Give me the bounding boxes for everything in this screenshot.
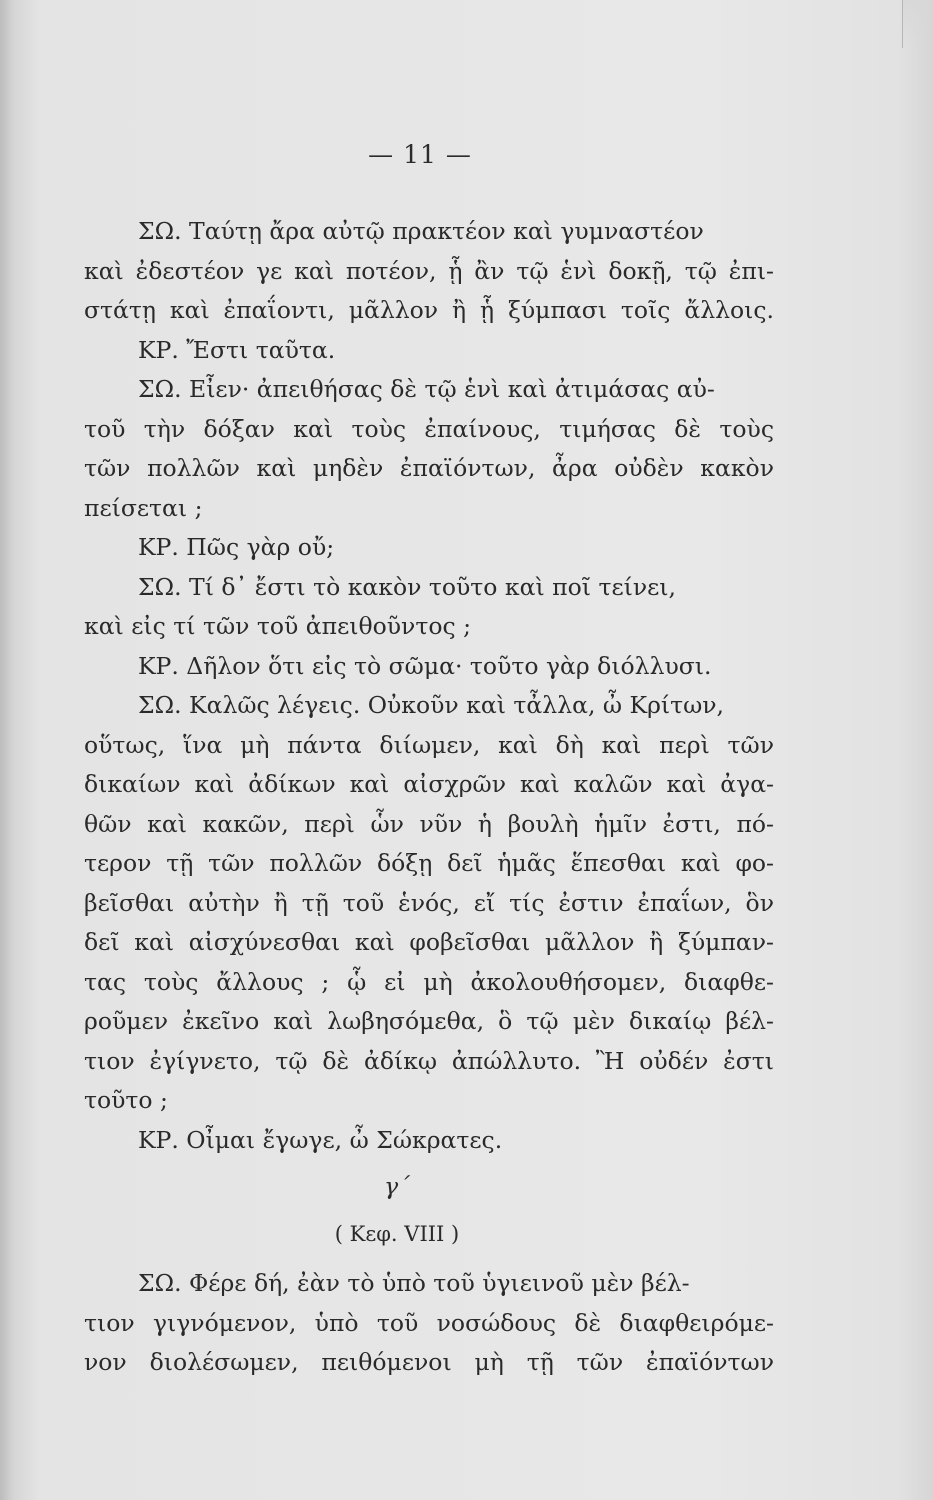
text-line: τιον ἐγίγνετο, τῷ δὲ ἀδίκῳ ἀπώλλυτο. Ἢ οὐδέν ἐστι [84,1046,774,1075]
text-line: ΚΡ. Οἶμαι ἔγωγε, ὦ Σώκρατες. [138,1125,503,1154]
text-line: ΚΡ. Ἔστι ταῦτα. [138,335,336,364]
text-body [84,212,774,1383]
text-line: τερον τῇ τῶν πολλῶν δόξῃ δεῖ ἡμᾶς ἕπεσθαι καὶ φο- [84,849,774,877]
text-line: τοῦ τὴν δόξαν καὶ τοὺς ἐπαίνους, τιμήσας δὲ τοὺς [84,414,774,443]
text-line: ΣΩ. Τί δ᾽ ἔστι τὸ κακὸν τοῦτο καὶ ποῖ τείνει, [138,572,676,601]
text-line: ΚΡ. Πῶς γὰρ οὔ; [138,533,335,561]
text-line: ροῦμεν ἐκεῖνο καὶ λωβησόμεθα, ὃ τῷ μὲν δικαίῳ βέλ- [84,1007,774,1035]
text-line: ΣΩ. Ταύτῃ ἄρα αὐτῷ πρακτέον καὶ γυμναστέον [138,217,704,245]
text-line: τιον γιγνόμενον, ὑπὸ τοῦ νοσώδους δὲ διαφθειρόμε- [84,1308,774,1337]
text-line: δεῖ καὶ αἰσχύνεσθαι καὶ φοβεῖσθαι μᾶλλον ἢ ξύμπαν- [84,928,774,956]
text-line: στάτῃ καὶ ἐπαΐοντι, μᾶλλον ἢ ᾗ ξύμπασι τοῖς ἄλλοις. [84,296,774,324]
text-line: βεῖσθαι αὐτὴν ἢ τῇ τοῦ ἑνός, εἴ τίς ἐστιν ἐπαΐων, ὃν [84,888,774,917]
text-line: θῶν καὶ κακῶν, περὶ ὧν νῦν ἡ βουλὴ ἡμῖν ἐστι, πό- [84,809,774,838]
page-number: — 11 — [368,140,472,169]
text-line: πείσεται ; [84,493,203,522]
page-corner-fold [902,0,927,48]
text-line: οὕτως, ἵνα μὴ πάντα διίωμεν, καὶ δὴ καὶ περὶ τῶν [84,730,774,759]
text-line: τοῦτο ; [84,1086,168,1114]
text-line: καὶ εἰς τί τῶν τοῦ ἀπειθοῦντος ; [84,612,472,640]
text-line: δικαίων καὶ ἀδίκων καὶ αἰσχρῶν καὶ καλῶν καὶ ἀγα- [84,770,774,798]
text-line: ΣΩ. Καλῶς λέγεις. Οὐκοῦν καὶ τἆλλα, ὦ Κρίτων, [138,691,725,719]
text-line: τῶν πολλῶν καὶ μηδὲν ἐπαϊόντων, ἆρα οὐδὲν κακὸν [84,454,774,482]
text-line: τας τοὺς ἄλλους ; ᾧ εἰ μὴ ἀκολουθήσομεν, διαφθε- [84,967,774,996]
chapter-heading: ( Κεφ. VIII ) [334,1222,460,1246]
text-line: ΣΩ. Φέρε δή, ἐὰν τὸ ὑπὸ τοῦ ὑγιεινοῦ μὲν βέλ- [138,1269,690,1297]
text-line: ΚΡ. Δῆλον ὅτι εἰς τὸ σῶμα· τοῦτο γὰρ διόλλυσι. [138,651,712,680]
text-line: ΣΩ. Εἶεν· ἀπειθήσας δὲ τῷ ἑνὶ καὶ ἀτιμάσας αὐ- [138,375,715,403]
text-line: καὶ ἐδεστέον γε καὶ ποτέον, ᾗ ἂν τῷ ἑνὶ δοκῇ, τῷ ἐπι- [84,256,774,285]
text-line: νον διολέσωμεν, πειθόμενοι μὴ τῇ τῶν ἐπαϊόντων [84,1348,774,1376]
chapter-number: γ΄ [384,1172,410,1200]
